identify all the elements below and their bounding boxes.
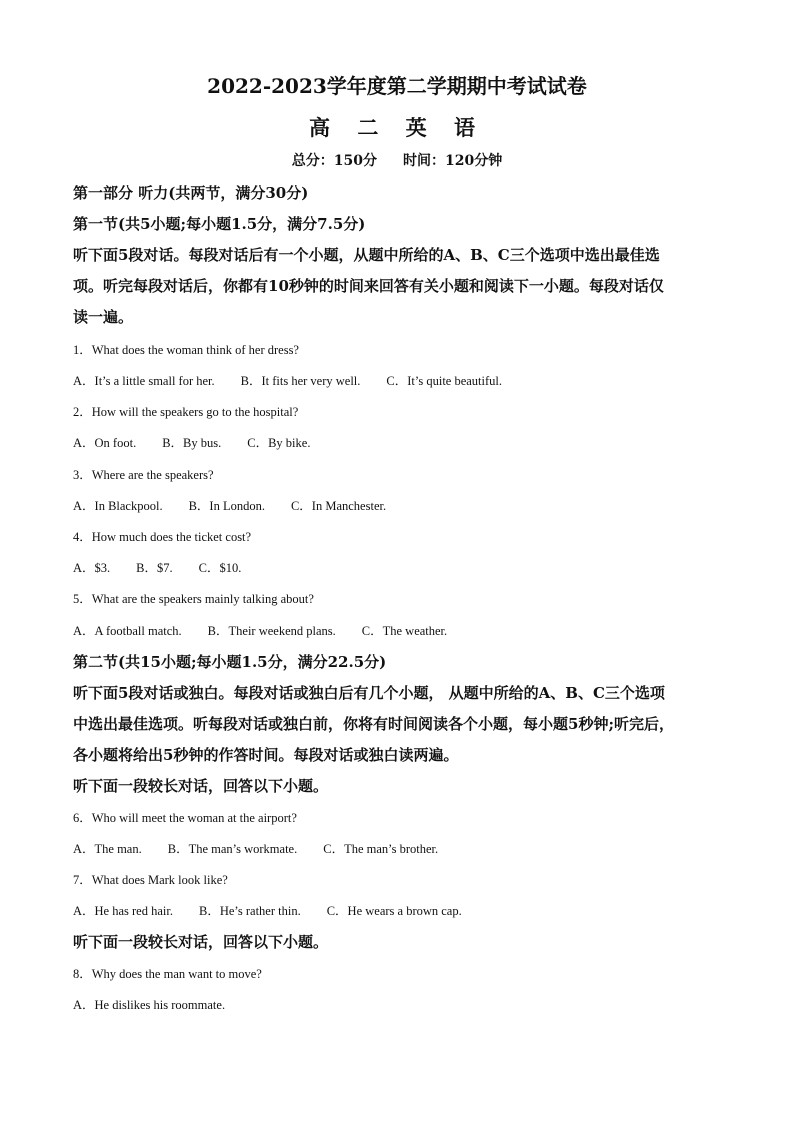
option-b: B．It fits her very well. — [240, 374, 361, 388]
option-a: A．The man. — [73, 842, 142, 856]
question-2-stem: 2．How will the speakers go to the hospital? — [73, 405, 299, 419]
section1-instruction-line: 项。听完每段对话后，你都有10秒钟的时间来回答有关小题和阅读下一小题。每段对话仅 — [73, 277, 664, 295]
section1-instruction-line: 读一遍。 — [73, 308, 134, 326]
option-b: B．In London. — [188, 499, 265, 513]
question-5-stem: 5．What are the speakers mainly talking about? — [73, 592, 314, 606]
option-c: C．The weather. — [361, 624, 448, 638]
part1-heading: 第一部分 听力(共两节，满分30分) — [73, 184, 309, 202]
question-3-stem: 3．Where are the speakers? — [73, 468, 214, 482]
option-c: C．He wears a brown cap. — [326, 904, 462, 918]
option-c: C．By bike. — [247, 436, 311, 450]
option-a: A．It’s a little small for her. — [73, 374, 215, 388]
question-2-options — [73, 433, 723, 451]
section1-heading: 第一节(共5小题;每小题1.5分，满分7.5分) — [73, 215, 366, 233]
section2-instruction-line: 各小题将给出5秒钟的作答时间。每段对话或独白读两遍。 — [73, 746, 459, 764]
question-8-options — [73, 995, 723, 1013]
section2-instruction-line: 中选出最佳选项。听每段对话或独白前，你将有时间阅读各个小题，每小题5秒钟;听完后， — [73, 715, 674, 733]
option-b: B．By bus. — [162, 436, 222, 450]
option-c: C．In Manchester. — [290, 499, 387, 513]
question-6-stem: 6．Who will meet the woman at the airport? — [73, 811, 297, 825]
question-8-stem: 8．Why does the man want to move? — [73, 967, 262, 981]
option-c: C．$10. — [198, 561, 242, 575]
option-a: A．On foot. — [73, 436, 137, 450]
question-3-options — [73, 496, 723, 514]
question-4-stem: 4．How much does the ticket cost? — [73, 530, 252, 544]
subject-title: 高 二 英 语 — [309, 115, 485, 140]
option-b: B．Their weekend plans. — [207, 624, 336, 638]
question-5-options — [73, 621, 723, 639]
question-1-options — [73, 371, 723, 389]
section2-instruction-line: 听下面5段对话或独白。每段对话或独白后有几个小题， 从题中所给的A、B、C三个选项 — [73, 684, 665, 702]
exam-time: 时间：120分钟 — [403, 153, 503, 169]
option-a: A．A football match. — [73, 624, 182, 638]
option-b: B．He’s rather thin. — [198, 904, 301, 918]
option-b: B．$7. — [136, 561, 173, 575]
option-a: A．He dislikes his roommate. — [73, 998, 226, 1012]
exam-meta — [0, 150, 794, 170]
option-a: A．$3. — [73, 561, 111, 575]
section1-instruction-line: 听下面5段对话。每段对话后有一个小题，从题中所给的A、B、C三个选项中选出最佳选 — [73, 246, 660, 264]
listening-prompt: 听下面一段较长对话，回答以下小题。 — [73, 933, 329, 951]
total-score: 总分：150分 — [291, 153, 377, 169]
question-7-stem: 7．What does Mark look like? — [73, 873, 228, 887]
question-4-options — [73, 558, 723, 576]
option-c: C．The man’s brother. — [323, 842, 439, 856]
question-1-stem: 1．What does the woman think of her dress? — [73, 343, 299, 357]
option-b: B．The man’s workmate. — [167, 842, 298, 856]
section2-heading: 第二节(共15小题;每小题1.5分，满分22.5分) — [73, 653, 387, 671]
option-a: A．He has red hair. — [73, 904, 173, 918]
listening-prompt: 听下面一段较长对话，回答以下小题。 — [73, 777, 329, 795]
exam-title: 2022-2023学年度第二学期期中考试试卷 — [207, 74, 587, 98]
question-7-options — [73, 901, 723, 919]
question-6-options — [73, 839, 723, 857]
option-a: A．In Blackpool. — [73, 499, 163, 513]
option-c: C．It’s quite beautiful. — [386, 374, 503, 388]
